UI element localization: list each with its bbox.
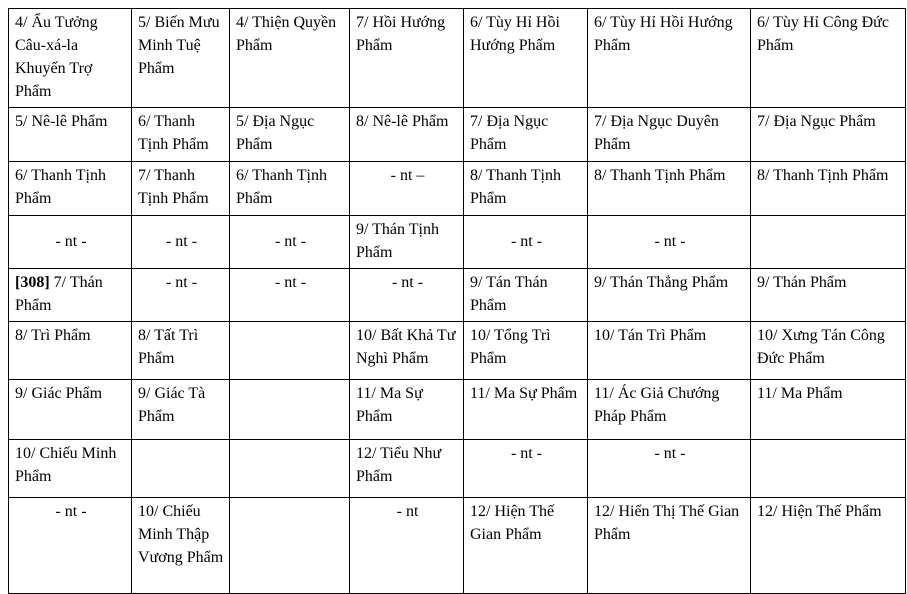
table-cell: 12/ Tiểu Như Phẩm — [350, 440, 464, 498]
table-cell — [230, 380, 350, 440]
table-cell: 12/ Hiện Thế Gian Phẩm — [464, 498, 588, 594]
table-cell — [751, 440, 906, 498]
table-cell: 7/ Thanh Tịnh Phẩm — [132, 162, 230, 216]
table-cell: 11/ Ma Sự Phẩm — [464, 380, 588, 440]
table-cell: 6/ Thanh Tịnh Phẩm — [9, 162, 132, 216]
table-cell: - nt - — [9, 498, 132, 594]
table-cell: 8/ Tất Trì Phẩm — [132, 322, 230, 380]
table-cell: - nt - — [464, 216, 588, 269]
table-cell: 9/ Giác Phẩm — [9, 380, 132, 440]
table-cell: 4/ Ẩu Tưởng Câu-xá-la Khuyến Trợ Phẩm — [9, 9, 132, 108]
table-row — [9, 162, 906, 216]
table-cell — [9, 269, 132, 322]
table-row — [9, 108, 906, 162]
table-cell: 8/ Nê-lê Phẩm — [350, 108, 464, 162]
table-cell: 11/ Ác Giả Chướng Pháp Phẩm — [588, 380, 751, 440]
table-cell: 6/ Tùy Hỉ Công Đức Phẩm — [751, 9, 906, 108]
table-cell: 8/ Trì Phẩm — [9, 322, 132, 380]
table-cell: 5/ Biến Mưu Minh Tuệ Phẩm — [132, 9, 230, 108]
table-cell: 4/ Thiện Quyền Phẩm — [230, 9, 350, 108]
table-cell: - nt - — [350, 269, 464, 322]
table-cell: 5/ Nê-lê Phẩm — [9, 108, 132, 162]
sutra-comparison-table — [8, 8, 906, 594]
table-cell: 9/ Thán Phẩm — [751, 269, 906, 322]
table-row — [9, 216, 906, 269]
table-row — [9, 322, 906, 380]
table-cell: 12/ Hiện Thế Phẩm — [751, 498, 906, 594]
table-cell: 7/ Hồi Hướng Phẩm — [350, 9, 464, 108]
table-cell: 10/ Bất Khả Tư Nghì Phẩm — [350, 322, 464, 380]
table-row — [9, 440, 906, 498]
table-cell: 9/ Giác Tà Phẩm — [132, 380, 230, 440]
page-reference: [308] — [15, 274, 50, 291]
table-cell: - nt - — [132, 269, 230, 322]
table-cell: 10/ Tổng Trì Phẩm — [464, 322, 588, 380]
table-cell: 7/ Địa Ngục Phẩm — [464, 108, 588, 162]
table-cell — [230, 440, 350, 498]
table-cell: - nt - — [464, 440, 588, 498]
table-cell: 8/ Thanh Tịnh Phẩm — [464, 162, 588, 216]
table-cell: - nt - — [588, 440, 751, 498]
table-cell: 11/ Ma Phẩm — [751, 380, 906, 440]
table-cell: - nt - — [132, 216, 230, 269]
table-cell: 12/ Hiển Thị Thế Gian Phẩm — [588, 498, 751, 594]
table-cell: 7/ Địa Ngục Phẩm — [751, 108, 906, 162]
table-cell: 10/ Tán Trì Phẩm — [588, 322, 751, 380]
table-cell: 6/ Thanh Tịnh Phẩm — [230, 162, 350, 216]
table-cell: - nt - — [230, 216, 350, 269]
table-cell: 8/ Thanh Tịnh Phẩm — [751, 162, 906, 216]
table-cell: 10/ Xưng Tán Công Đức Phẩm — [751, 322, 906, 380]
table-cell: - nt – — [350, 162, 464, 216]
table-row — [9, 269, 906, 322]
table-cell — [751, 216, 906, 269]
table-cell: 10/ Chiếu Minh Thập Vương Phẩm — [132, 498, 230, 594]
table-cell: 6/ Tùy Hỉ Hồi Hướng Phẩm — [464, 9, 588, 108]
table-cell: 9/ Tán Thán Phẩm — [464, 269, 588, 322]
table-cell: 5/ Địa Ngục Phẩm — [230, 108, 350, 162]
table-cell: 6/ Thanh Tịnh Phẩm — [132, 108, 230, 162]
table-cell: - nt — [350, 498, 464, 594]
table-cell: - nt - — [9, 216, 132, 269]
table-cell: 6/ Tùy Hỉ Hồi Hướng Phẩm — [588, 9, 751, 108]
table-cell: 10/ Chiếu Minh Phẩm — [9, 440, 132, 498]
table-cell: - nt - — [230, 269, 350, 322]
table-cell — [132, 440, 230, 498]
table-cell: 9/ Thán Tịnh Phẩm — [350, 216, 464, 269]
table-cell: 11/ Ma Sự Phẩm — [350, 380, 464, 440]
table-cell: - nt - — [588, 216, 751, 269]
table-row — [9, 380, 906, 440]
table-cell — [230, 322, 350, 380]
table-row — [9, 9, 906, 108]
table-cell: 7/ Địa Ngục Duyên Phẩm — [588, 108, 751, 162]
table-row — [9, 498, 906, 594]
table-cell: 9/ Thán Thắng Phẩm — [588, 269, 751, 322]
table-cell — [230, 498, 350, 594]
table-cell: 8/ Thanh Tịnh Phẩm — [588, 162, 751, 216]
cell-text: 7/ Thán Phẩm — [15, 274, 103, 314]
